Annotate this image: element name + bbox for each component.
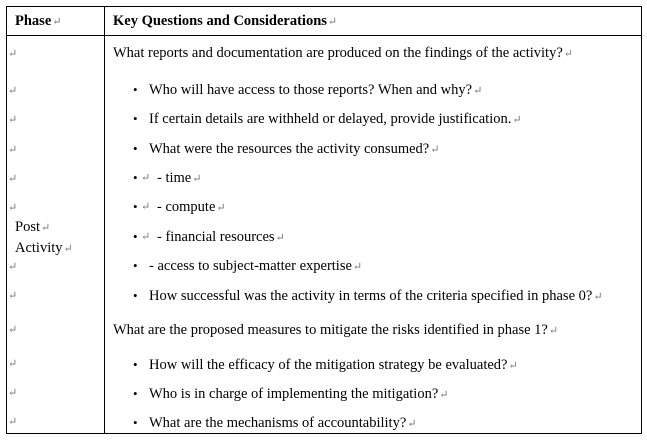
bullet: • — [133, 258, 138, 273]
considerations-cell: What reports and documentation are produced on the findings of the activity?↵ • Who will have access to those reports? When and why?↵ • If certain details are withheld or delayed, provide justification.↵ • What were the resources the activity consumed?↵ • ↵ - time↵ • ↵ - compute↵ • ↵ - financial resources↵ • - access to subject-matter expertise↵ • How successful was the activity in terms of the criteria specified in phase 0?↵ What are the proposed measures to mitigate the risks identified in phase 1?↵ • How will the efficacy of the mitigation strategy be evaluated?↵ • Who is in charge of implementing the mitigation?↵ • What are the mechanisms of accountability?↵ — [113, 45, 603, 431]
bullet: • — [133, 229, 138, 244]
bullet: • — [133, 357, 138, 372]
considerations-header: Key Questions and Considerations↵ — [113, 13, 338, 29]
paragraph-mark: ↵ — [8, 48, 18, 60]
bullet: • — [133, 170, 138, 185]
question-reports: What reports and documentation are produced on the findings of the activity?↵ — [113, 45, 573, 61]
paragraph-mark: ↵ — [8, 202, 18, 214]
bullet: • — [133, 288, 138, 303]
paragraph-mark: ↵ — [8, 173, 18, 185]
bullet: • — [133, 199, 138, 214]
paragraph-mark: ↵ — [8, 387, 18, 399]
paragraph-mark: ↵ — [8, 416, 18, 428]
question-mitigation: What are the proposed measures to mitigate the risks identified in phase 1?↵ — [113, 322, 559, 338]
paragraph-mark: ↵ — [8, 358, 18, 370]
paragraph-mark: ↵ — [8, 114, 18, 126]
paragraph-mark: ↵ — [8, 290, 18, 302]
bullet: • — [133, 415, 138, 430]
paragraph-mark: ↵ — [8, 324, 18, 336]
bullet: • — [133, 82, 138, 97]
paragraph-mark: ↵ — [8, 144, 18, 156]
considerations-table — [6, 6, 642, 434]
phase-header: Phase↵ — [15, 13, 62, 29]
phase-activity: Activity↵ — [15, 240, 73, 256]
paragraph-mark: ↵ — [8, 261, 18, 273]
bullet: • — [133, 111, 138, 126]
paragraph-mark: ↵ — [8, 85, 18, 97]
bullet: • — [133, 141, 138, 156]
phase-post: Post↵ — [15, 219, 51, 235]
bullet: • — [133, 386, 138, 401]
